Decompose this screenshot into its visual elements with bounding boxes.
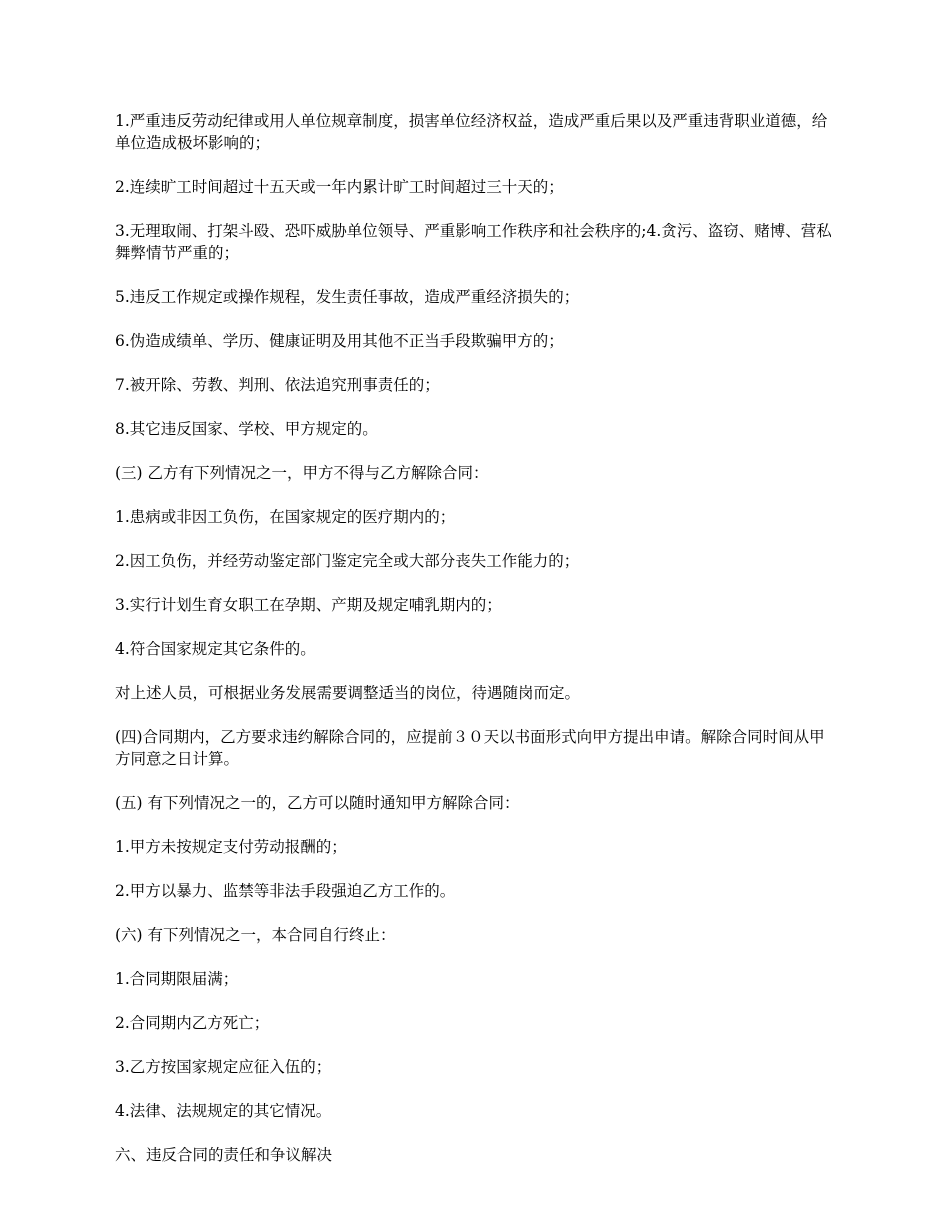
paragraph: 3.实行计划生育女职工在孕期、产期及规定哺乳期内的； bbox=[115, 596, 502, 614]
paragraph: 1.严重违反劳动纪律或用人单位规章制度，损害单位经济权益，造成严重后果以及严重违背职业道德，给单位造成极坏影响的； bbox=[115, 112, 828, 152]
chapter-heading: 六、违反合同的责任和争议解决 bbox=[115, 1146, 333, 1164]
paragraph: 2.连续旷工时间超过十五天或一年内累计旷工时间超过三十天的； bbox=[115, 178, 564, 196]
section-heading: (四)合同期内，乙方要求违约解除合同的，应提前３０天以书面形式向甲方提出申请。解除合同时间从甲方同意之日计算。 bbox=[115, 728, 825, 768]
document-body bbox=[115, 110, 840, 1188]
paragraph: 8.其它违反国家、学校、甲方规定的。 bbox=[115, 420, 378, 438]
paragraph: 1.合同期限届满； bbox=[115, 970, 239, 988]
paragraph: 2.因工负伤，并经劳动鉴定部门鉴定完全或大部分丧失工作能力的； bbox=[115, 552, 580, 570]
paragraph: 5.违反工作规定或操作规程，发生责任事故，造成严重经济损失的； bbox=[115, 288, 580, 306]
paragraph: 6.伪造成绩单、学历、健康证明及用其他不正当手段欺骗甲方的； bbox=[115, 332, 564, 350]
paragraph: 1.患病或非因工负伤，在国家规定的医疗期内的； bbox=[115, 508, 456, 526]
paragraph: 2.甲方以暴力、监禁等非法手段强迫乙方工作的。 bbox=[115, 882, 456, 900]
paragraph: 对上述人员，可根据业务发展需要调整适当的岗位，待遇随岗而定。 bbox=[115, 684, 581, 702]
paragraph: 4.法律、法规规定的其它情况。 bbox=[115, 1102, 332, 1120]
paragraph: 1.甲方未按规定支付劳动报酬的； bbox=[115, 838, 347, 856]
paragraph: 7.被开除、劳教、判刑、依法追究刑事责任的； bbox=[115, 376, 440, 394]
section-heading: (六) 有下列情况之一，本合同自行终止： bbox=[115, 926, 396, 944]
paragraph: 3.无理取闹、打架斗殴、恐吓威胁单位领导、严重影响工作秩序和社会秩序的;4.贪污、盗窃、赌博、营私舞弊情节严重的； bbox=[115, 222, 832, 262]
section-heading: (五) 有下列情况之一的，乙方可以随时通知甲方解除合同： bbox=[115, 794, 520, 812]
paragraph: 4.符合国家规定其它条件的。 bbox=[115, 640, 316, 658]
paragraph: 2.合同期内乙方死亡； bbox=[115, 1014, 270, 1032]
section-heading: (三) 乙方有下列情况之一，甲方不得与乙方解除合同： bbox=[115, 464, 489, 482]
paragraph: 3.乙方按国家规定应征入伍的； bbox=[115, 1058, 332, 1076]
